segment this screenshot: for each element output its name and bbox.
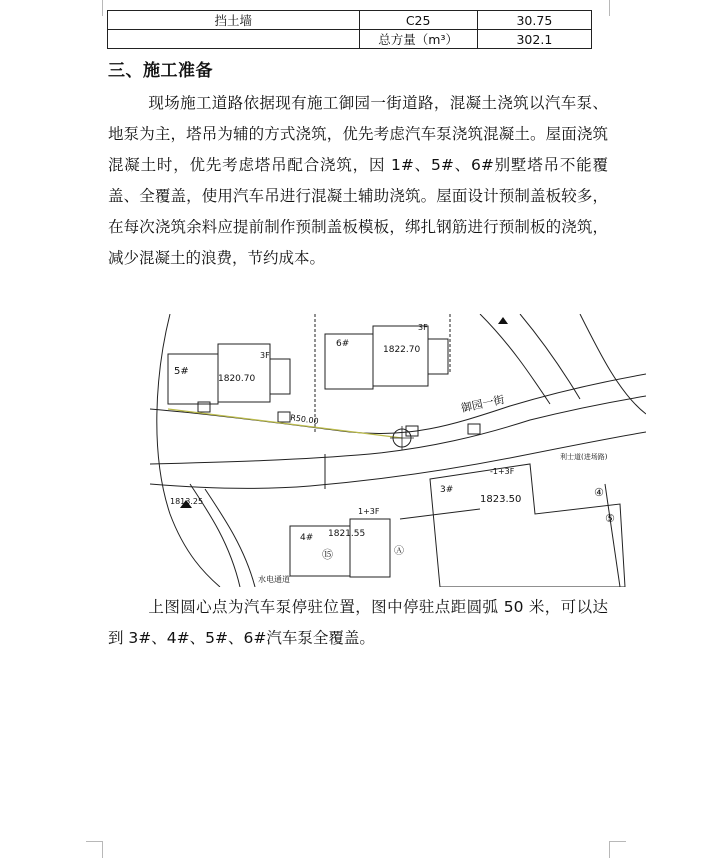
site-boundary [157,314,220,587]
site-boundary [205,489,255,587]
building-6-outline [373,326,428,386]
table-cell: 总方量（m³） [359,30,477,49]
page-corner-mark [86,841,103,858]
table-cell: 302.1 [477,30,591,49]
floor-label: 1+3F [358,507,380,516]
dimension-line [605,484,620,587]
elevation-label: 1821.55 [328,529,366,539]
radius-label: R50.00 [289,413,320,426]
building-label: 3# [440,485,454,495]
dimension-line [400,509,480,519]
table-cell: 挡土墙 [108,11,360,30]
parking-block [468,424,480,434]
building-4-outline [350,519,390,577]
floor-label: 3F [418,323,428,332]
building-3-outline [430,464,625,587]
elevation-label: 1823.50 [480,494,522,505]
floor-label: 3F [260,351,270,360]
section-heading: 三、施工准备 [108,61,213,81]
table-row [108,11,592,30]
paragraph-text: 上图圆心点为汽车泵停驻位置，图中停驻点距圆弧 50 米，可以达到 3#、4#、5#、6#汽车泵全覆盖。 [108,598,608,647]
table-cell [108,30,360,49]
elevation-label: 1822.70 [383,345,421,355]
axis-marker: Ⓐ [394,546,404,557]
road-edge [580,314,646,414]
paragraph [108,88,608,274]
building-label: 6# [336,339,350,349]
table-cell: 30.75 [477,11,591,30]
page-corner-mark [609,0,626,16]
axis-marker: ⑮ [322,548,333,561]
site-plan-svg [150,314,646,587]
table-row [108,30,592,49]
concrete-volume-table [107,10,592,49]
floor-label: -1+3F [490,467,515,476]
road-edge [520,314,580,399]
road-edge [480,314,550,404]
building-6-outline [428,339,448,374]
parking-block [278,412,290,422]
elevation-label: 1820.70 [218,374,256,384]
paragraph [108,592,608,654]
table-cell: C25 [359,11,477,30]
axis-marker: ⑤ [605,512,615,525]
pump-radius-line [168,409,402,438]
utility-label: 水电通道 [258,575,290,584]
building-5-outline [168,354,218,404]
elevation-marker [498,317,508,324]
elevation-label: 1813.25 [170,497,204,506]
site-plan-drawing [150,314,646,587]
road-note-label: 利士道(进场路) [560,453,608,461]
page-corner-mark [86,0,103,16]
page-corner-mark [609,841,626,858]
axis-marker: ④ [594,486,604,499]
street-name-label: 御园一街 [459,393,506,415]
building-5-outline [270,359,290,394]
building-label: 4# [300,533,314,543]
building-label: 5# [174,366,189,377]
paragraph-text: 现场施工道路依据现有施工御园一街道路，混凝土浇筑以汽车泵、地泵为主，塔吊为辅的方式浇筑，优先考虑汽车泵浇筑混凝土。屋面浇筑混凝土时，优先考虑塔吊配合浇筑，因 1#、5#、6#别墅塔吊不能覆盖、全覆盖，使用汽车吊进行混凝土辅助浇筑。屋面设计预制盖板较多，在每次浇筑余料应提前制作预制盖板模板，绑扎钢筋进行预制板的浇筑，减少混凝土的浪费，节约成本。 [108,94,608,267]
